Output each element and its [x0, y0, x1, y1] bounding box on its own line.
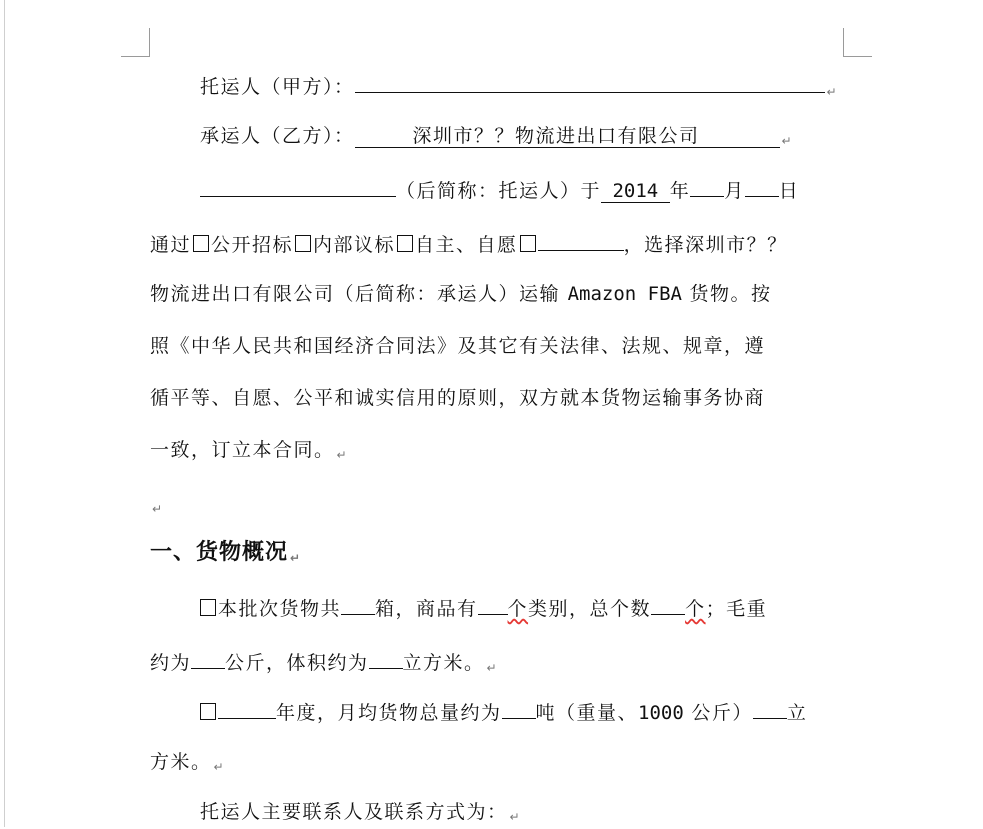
- cargo-line-1: [150, 594, 900, 621]
- checkbox-open-tender[interactable]: [193, 235, 209, 252]
- body-text: 一致，订立本合同。: [150, 439, 335, 461]
- cargo-text: 个: [507, 598, 529, 620]
- cargo-text: 立方米。: [402, 652, 485, 674]
- carrier-line: [150, 124, 900, 153]
- carrier-value-underline[interactable]: [355, 125, 780, 148]
- body-line-7: [150, 386, 850, 410]
- alias-text: （后简称：托运人）于: [396, 180, 602, 202]
- cargo-text: 立: [786, 702, 808, 724]
- tons-blank[interactable]: [502, 698, 536, 719]
- body-text: 循平等、自愿、公平和诚实信用的原则，双方就本货物运输事务协商: [150, 387, 766, 409]
- shipper-blank[interactable]: [355, 72, 825, 93]
- contact-text: 托运人主要联系人及联系方式为：: [200, 801, 508, 823]
- weight-blank[interactable]: [191, 648, 225, 669]
- contact-line: [150, 800, 900, 829]
- option-voluntary: 自主、自愿: [415, 234, 518, 256]
- margin-corner-top-right: [843, 28, 872, 57]
- paragraph-mark: ↵: [213, 760, 226, 774]
- checkbox-voluntary[interactable]: [397, 235, 413, 252]
- cargo-line-3: [150, 698, 900, 725]
- cargo-text: 吨（重量、: [535, 702, 639, 724]
- year-number: 2014: [612, 180, 659, 202]
- cargo-line-4: [150, 750, 850, 779]
- paragraph-mark: ↵: [509, 810, 522, 824]
- checkbox-annual[interactable]: [200, 703, 216, 720]
- year-blank[interactable]: [218, 698, 276, 719]
- date-line: [150, 176, 900, 203]
- cargo-text: 箱，商品有: [375, 598, 478, 620]
- section-heading: [150, 540, 850, 570]
- method-line: [150, 230, 850, 257]
- weight-number: 1000: [638, 702, 684, 724]
- paragraph-mark: ↵: [152, 502, 164, 516]
- heading-text: 一、货物概况: [150, 539, 289, 565]
- method-prefix: 通过: [150, 234, 192, 256]
- carrier-value: 深圳市？？物流进出口有限公司: [412, 125, 700, 147]
- body-line-6: [150, 334, 850, 358]
- body-text: 物流进出口有限公司（后简称：承运人）运输: [150, 283, 561, 305]
- paragraph-mark: ↵: [486, 661, 499, 675]
- categories-blank[interactable]: [478, 594, 508, 615]
- cargo-text: 约为: [150, 652, 192, 674]
- month-blank[interactable]: [690, 176, 724, 197]
- amazon-fba-text: Amazon FBA: [567, 283, 682, 305]
- cargo-line-2: [150, 648, 850, 680]
- body-text: 货物。按: [689, 283, 772, 305]
- day-char: 日: [778, 180, 800, 202]
- cargo-text: 年度，月均货物总量约为: [276, 702, 502, 724]
- boxes-blank[interactable]: [341, 594, 375, 615]
- paragraph-mark: ↵: [826, 85, 839, 99]
- carrier-label: 承运人（乙方）：: [200, 125, 355, 147]
- year-value[interactable]: [601, 180, 670, 203]
- month-char: 月: [724, 180, 745, 202]
- empty-paragraph: [150, 492, 850, 521]
- body-text: 照《中华人民共和国经济合同法》及其它有关法律、法规、规章，遵: [150, 335, 766, 357]
- margin-corner-top-left: [121, 28, 150, 57]
- shipper-label: 托运人（甲方）：: [200, 76, 355, 98]
- cargo-text: 公斤）: [691, 702, 753, 724]
- cargo-text: 本批次货物共: [218, 598, 342, 620]
- cargo-text: 方米。: [150, 751, 212, 773]
- cargo-text: 公斤，体积约为: [225, 652, 369, 674]
- other-blank[interactable]: [538, 230, 624, 251]
- body-line-8: [150, 438, 850, 467]
- cargo-text: 个: [685, 598, 706, 620]
- method-suffix: ，选择深圳市？？: [623, 234, 788, 256]
- cargo-text: ；毛重: [705, 598, 768, 620]
- cubic-blank[interactable]: [753, 698, 787, 719]
- option-open-tender: 公开招标: [211, 234, 294, 256]
- volume-blank[interactable]: [369, 648, 403, 669]
- page-left-edge: [4, 0, 5, 827]
- cargo-text: 类别，总个数: [528, 598, 652, 620]
- count-blank[interactable]: [651, 594, 685, 615]
- checkbox-other[interactable]: [520, 235, 536, 252]
- year-char: 年: [669, 180, 691, 202]
- paragraph-mark: ↵: [336, 448, 349, 462]
- shipper-line: [150, 72, 900, 104]
- day-blank[interactable]: [745, 176, 779, 197]
- paragraph-mark: ↵: [781, 134, 794, 148]
- checkbox-batch[interactable]: [200, 599, 216, 616]
- alias-blank[interactable]: [200, 176, 396, 197]
- paragraph-mark: ↵: [290, 551, 302, 565]
- checkbox-internal-bid[interactable]: [295, 235, 311, 252]
- body-line-5: [150, 282, 850, 306]
- option-internal-bid: 内部议标: [313, 234, 396, 256]
